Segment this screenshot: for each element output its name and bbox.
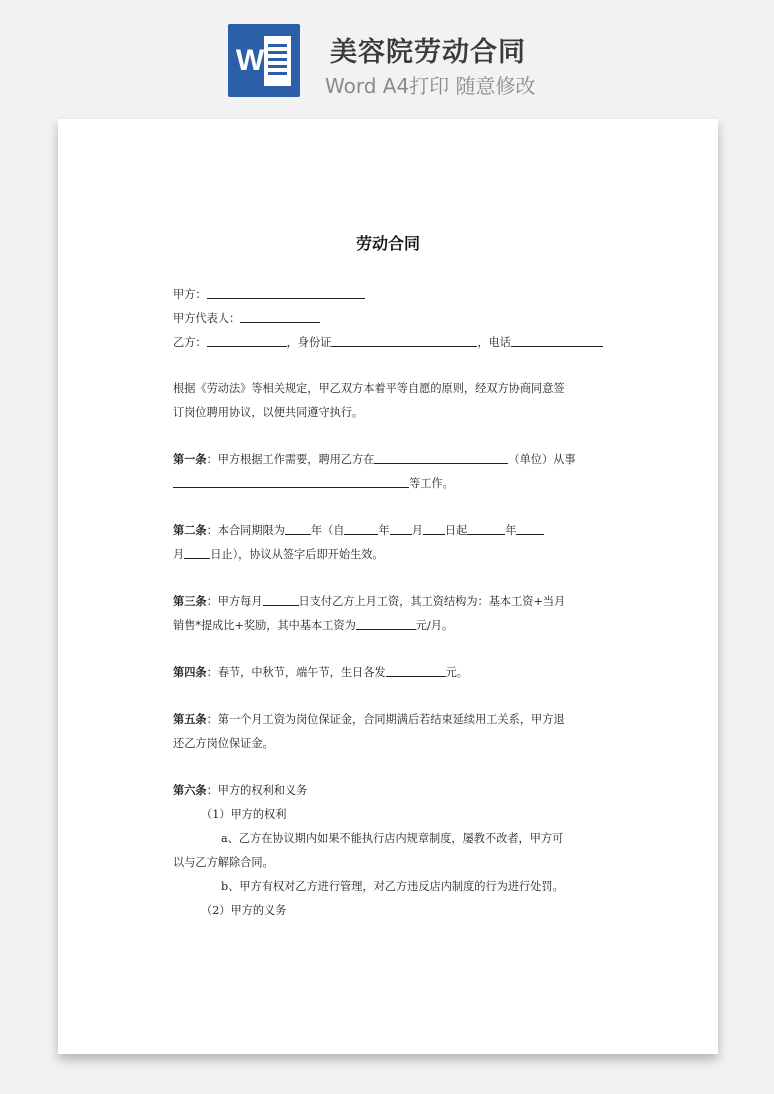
word-icon	[228, 24, 300, 97]
article-6: 第六条：甲方的权利和义务	[173, 783, 308, 797]
article-1: 第一条：甲方根据工作需要，聘用乙方在 （单位）从事 等工作。	[173, 452, 576, 490]
blank-field[interactable]	[184, 545, 210, 559]
article-6-section-2: （2）甲方的义务	[201, 904, 287, 917]
word-icon-letter: W	[235, 44, 265, 77]
blank-field[interactable]	[467, 521, 505, 535]
preview-header	[0, 0, 774, 118]
document-page	[58, 119, 718, 1054]
document-body	[173, 283, 603, 923]
article-6-section-1: （1）甲方的权利	[201, 808, 287, 821]
blank-field[interactable]	[423, 521, 445, 535]
blank-field[interactable]	[240, 309, 320, 323]
blank-field[interactable]	[207, 333, 287, 347]
blank-field[interactable]	[374, 450, 508, 464]
party-a-rep-line: 甲方代表人：	[173, 307, 603, 331]
article-3: 第三条：甲方每月 日支付乙方上月工资，其工资结构为：基本工资+当月 销售*提成比+奖励，其中基本工资为 元/月。	[173, 594, 566, 632]
blank-field[interactable]	[285, 521, 311, 535]
blank-field[interactable]	[207, 285, 365, 299]
party-b-line: 乙方： ，身份证 ，电话	[173, 331, 603, 355]
party-a-line: 甲方：	[173, 283, 603, 307]
blank-field[interactable]	[511, 333, 603, 347]
document-title: 劳动合同	[355, 234, 420, 253]
blank-field[interactable]	[173, 474, 409, 488]
blank-field[interactable]	[331, 333, 477, 347]
blank-field[interactable]	[390, 521, 412, 535]
article-5: 第五条：第一个月工资为岗位保证金，合同期满后若结束延续用工关系，甲方退 还乙方岗位保证金。	[173, 712, 565, 750]
word-icon-page	[264, 36, 291, 86]
article-6-item-b: b、甲方有权对乙方进行管理，对乙方违反店内制度的行为进行处罚。	[221, 880, 564, 893]
page-title: 美容院劳动合同	[330, 37, 526, 68]
blank-field[interactable]	[386, 663, 446, 677]
article-4: 第四条：春节，中秋节，端午节，生日各发 元。	[173, 665, 468, 679]
blank-field[interactable]	[356, 616, 416, 630]
page-subtitle: Word A4打印 随意修改	[325, 74, 536, 98]
blank-field[interactable]	[263, 592, 299, 606]
article-2: 第二条：本合同期限为 年（自 年 月 日起 年 月 日止），协议从签字后即开始生效。	[173, 518, 603, 567]
blank-field[interactable]	[344, 521, 378, 535]
intro-paragraph: 根据《劳动法》等相关规定，甲乙双方本着平等自愿的原则，经双方协商同意签 订岗位聘用协议，以便共同遵守执行。	[173, 382, 565, 419]
article-6-item-a: a、乙方在协议期内如果不能执行店内规章制度，屡教不改者，甲方可 以与乙方解除合同。	[173, 832, 564, 869]
blank-field[interactable]	[516, 521, 544, 535]
